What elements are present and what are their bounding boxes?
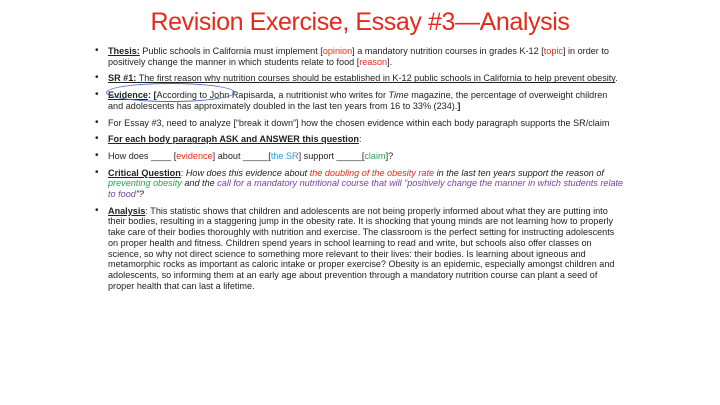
how-sr: the SR bbox=[270, 150, 299, 161]
critical-text-4: ”? bbox=[135, 189, 144, 200]
critical-purple: call for a mandatory nutritional course that will “positively change the manner in which students relate to food bbox=[108, 178, 624, 200]
ask-end: : bbox=[358, 134, 362, 145]
evidence-text-1: According to John Rapisarda, a nutritionist who writes for bbox=[156, 90, 389, 101]
thesis-text-2: ] a mandatory nutrition courses in grades K-12 [ bbox=[352, 46, 544, 56]
critical-red: the doubling of the obesity rate bbox=[309, 167, 435, 178]
bullet-list bbox=[94, 46, 624, 291]
critical-label: Critical Question bbox=[108, 167, 181, 178]
critical-text-3: and the bbox=[181, 178, 218, 189]
sr1-text: The first reason why nutrition courses should be established in K-12 public schools in California to help prevent obesity bbox=[136, 73, 616, 84]
thesis-text-1: Public schools in California must implement [ bbox=[139, 46, 323, 56]
bullet-essay3 bbox=[94, 118, 624, 129]
critical-colon: : bbox=[180, 167, 186, 178]
how-text-3: ] support _____[ bbox=[298, 150, 365, 161]
thesis-text-4: ]. bbox=[387, 56, 393, 67]
how-evidence: evidence bbox=[176, 150, 213, 161]
evidence-text-2: magazine, the percentage of overweight children and adolescents has approximately doubled in the last ten years from 16 to 33% (234). bbox=[108, 90, 608, 111]
bullet-thesis bbox=[94, 46, 624, 67]
thesis-topic: topic bbox=[543, 46, 563, 56]
thesis-reason: reason bbox=[359, 56, 388, 67]
how-text-2: ] about _____[ bbox=[212, 150, 271, 161]
evidence-bracket-close: ] bbox=[457, 100, 461, 111]
sr1-label: SR #1: bbox=[108, 73, 137, 84]
bullet-sr1 bbox=[94, 73, 624, 84]
evidence-magazine: Time bbox=[388, 90, 409, 101]
how-text-4: ]? bbox=[385, 150, 394, 161]
bullet-how bbox=[94, 151, 624, 162]
analysis-label: Analysis bbox=[108, 205, 146, 216]
critical-text-1: How does this evidence about bbox=[185, 167, 310, 178]
evidence-label: Evidence bbox=[108, 90, 148, 101]
critical-green: preventing obesity bbox=[108, 178, 182, 189]
how-text-1: How does ____ [ bbox=[108, 150, 177, 161]
evidence-bracket-open: : [ bbox=[147, 90, 157, 101]
thesis-label: Thesis: bbox=[108, 46, 140, 56]
thesis-text-3: ] in order to positively change the manner in which students relate to food [ bbox=[108, 46, 609, 67]
analysis-text: : This statistic shows that children and adolescents are not being properly informed about what they are putting into their bodies, resulting in a staggering jump in the obesity rate. It is shocking that young minds are not learning how to properly take care of their bodies thoroughly with nutrition and exercise. The classroom is the perfect setting for instructing adolescents on proper health and fitness. Children spend years in school learning to read and write, but schools also offer classes on science, so why not direct science to something more relevant to their lives: their bodies. Is learning about igneous and metamorphic rocks as important as caloric intake or proper exercise? Obesity is an epidemic, especially amongst children and adolescents, so informing them at an early age about prevention through a mandatory nutrition course can plant a seed of proper health that can last a lifetime. bbox=[108, 205, 615, 291]
thesis-opinion: opinion bbox=[322, 46, 353, 56]
bullet-content bbox=[94, 46, 624, 297]
ask-label: For each body paragraph ASK and ANSWER this question bbox=[108, 134, 359, 145]
essay3-text: For Essay #3, need to analyze [“break it down”] how the chosen evidence within each body paragraph supports the SR/claim bbox=[108, 117, 610, 128]
slide-title: Revision Exercise, Essay #3—Analysis bbox=[150, 8, 570, 36]
critical-text-2: in the last ten years support the reason of bbox=[434, 167, 604, 178]
bullet-evidence bbox=[94, 90, 624, 111]
bullet-ask bbox=[94, 134, 624, 145]
how-claim: claim bbox=[364, 150, 386, 161]
bullet-analysis bbox=[94, 206, 624, 292]
sr1-end: . bbox=[615, 73, 618, 84]
bullet-critical bbox=[94, 168, 624, 200]
